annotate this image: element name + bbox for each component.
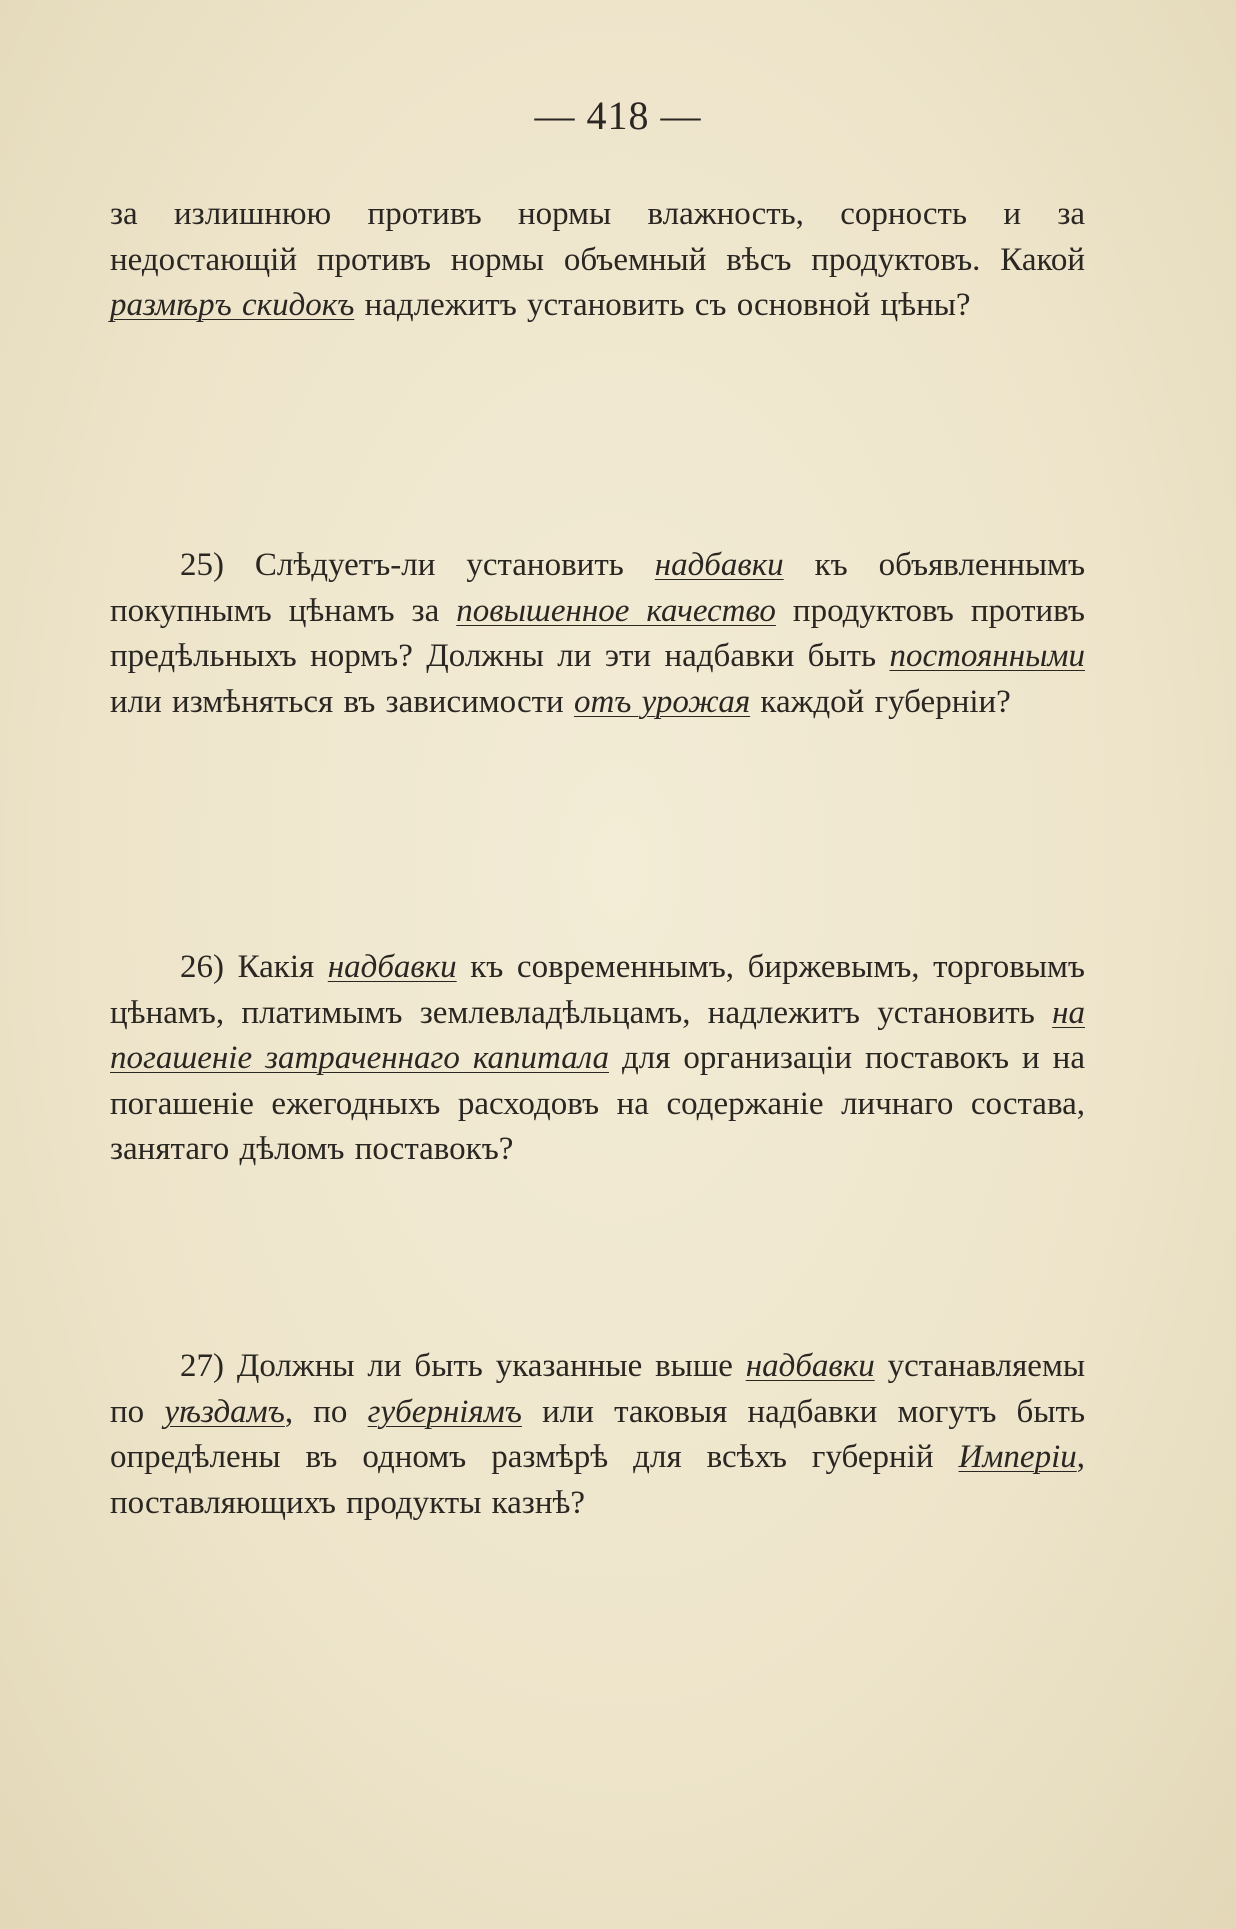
emphasized-term: повышенное качество [456,592,776,629]
emphasized-term: надбавки [745,1348,875,1384]
text-segment: каждой губерніи? [750,683,1011,720]
text-segment: за излишнюю противъ нормы влажность, сорность и за недостающій противъ нормы объемный вѣсъ продуктовъ. Какой [110,196,1085,278]
text-segment: или измѣняться въ зависимости [110,683,574,720]
text-segment: устанавляемы по [110,1348,1085,1430]
page-number: — 418 — [534,93,702,138]
emphasized-term: губерніямъ [367,1393,522,1430]
text-segment: , поставляющихъ продукты казнѣ? [110,1439,1085,1521]
emphasized-term: отъ урожая [573,683,751,720]
emphasized-term: надбавки [654,547,784,583]
text-segment: 27) Должны ли быть указанные выше [180,1348,746,1384]
emphasized-term: уѣздамъ [164,1393,285,1430]
emphasized-term: Имперіи [958,1439,1077,1475]
emphasized-term: надбавки [327,949,457,985]
text-segment: къ современнымъ, биржевымъ, торговымъ цѣнамъ, платимымъ землевладѣльцамъ, надлежитъ установить [110,949,1085,1031]
paragraph-question-25 [110,543,1085,725]
paragraph-question-26 [110,945,1085,1173]
emphasized-term: размѣръ скидокъ [110,287,355,323]
emphasized-term: на погашеніе затраченнаго капитала [110,994,1085,1076]
text-segment: или таковыя надбавки могутъ быть опредѣлены въ одномъ размѣрѣ для всѣхъ губерній [110,1393,1085,1475]
text-segment: продуктовъ противъ предѣльныхъ нормъ? Должны ли эти надбавки быть [110,592,1085,674]
paragraph-continuation [110,192,1085,329]
paragraph-question-27 [110,1344,1085,1526]
text-segment: 26) Какія [180,949,328,985]
text-segment: надлежитъ установить съ основной цѣны? [354,287,971,323]
text-segment: , по [284,1393,368,1430]
text-segment: къ объявленнымъ покупнымъ цѣнамъ за [110,547,1086,629]
emphasized-term: постоянными [889,638,1085,674]
text-segment: для организаціи поставокъ и на погашеніе ежегодныхъ расходовъ на содержаніе личнаго состава, занятаго дѣломъ поставокъ? [110,1040,1085,1167]
text-segment: 25) Слѣдуетъ-ли установить [180,547,655,583]
